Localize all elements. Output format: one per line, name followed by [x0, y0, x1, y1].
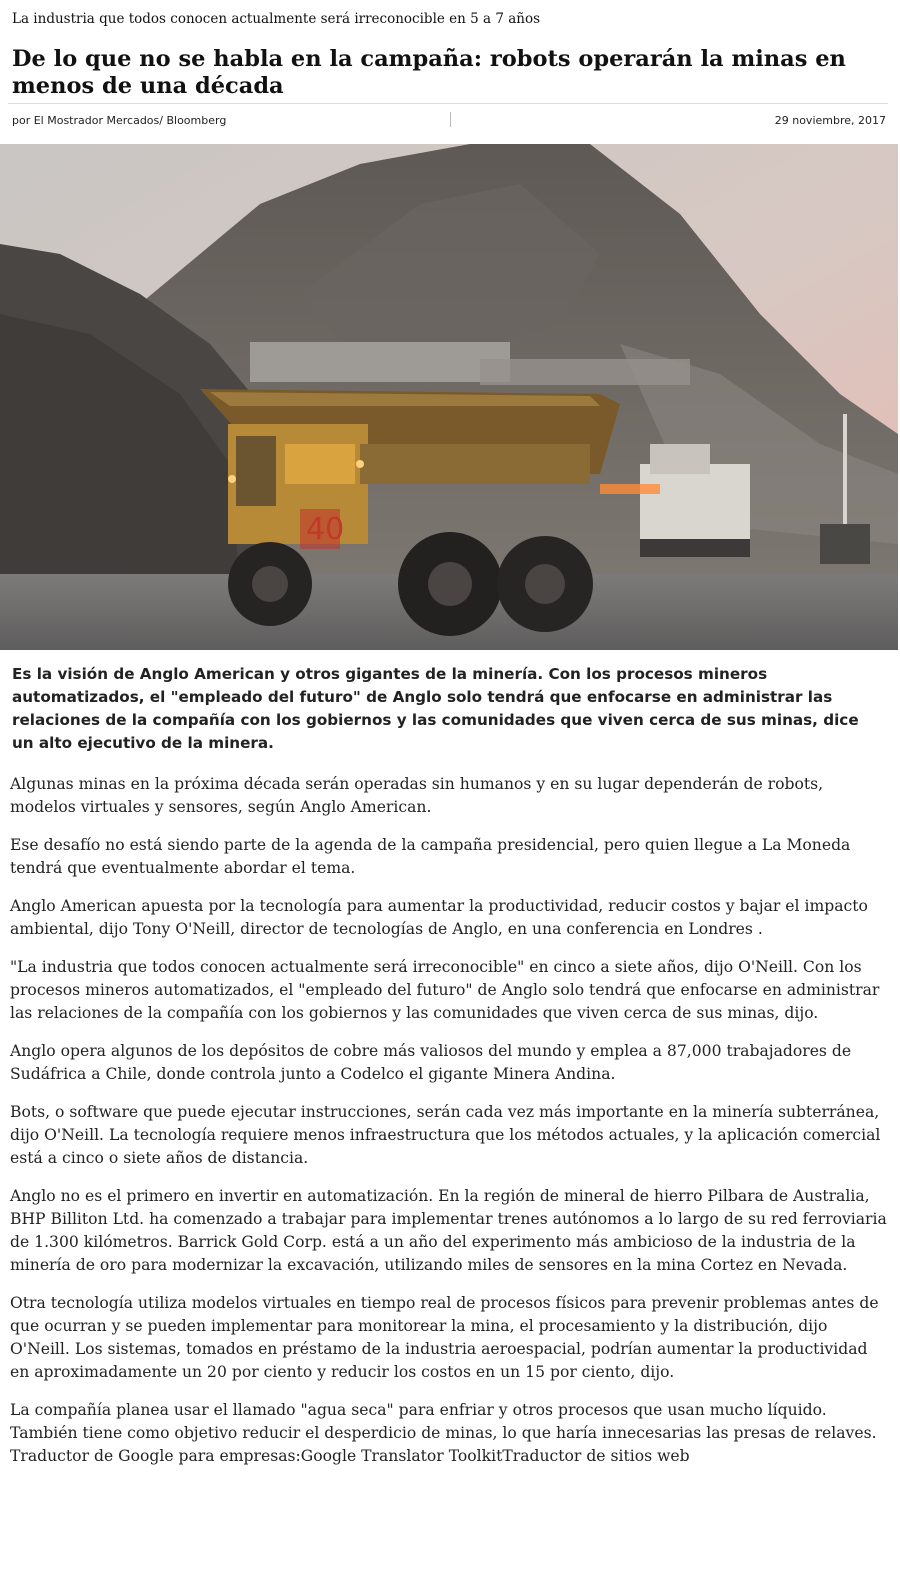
article-paragraph: Algunas minas en la próxima década serán operadas sin humanos y en su lugar dependerán de robots, modelos virtuales y sensores, según Anglo American. [10, 775, 824, 816]
article-lead: Es la visión de Anglo American y otros gigantes de la minería. Con los procesos mineros automatizados, el "empleado del futuro" de Anglo solo tendrá que enfocarse en administrar las relaciones de la compañía con los gobiernos y las comunidades que viven cerca de sus minas, dice un alto ejecutivo de la minera. [12, 665, 859, 752]
byline-divider [450, 112, 451, 127]
article-paragraph: Bots, o software que puede ejecutar instrucciones, serán cada vez más importante en la minería subterránea, dijo O'Neill. La tecnología requiere menos infraestructura que los métodos actuales, y la aplicación comercial está a cinco o siete años de distancia. [10, 1103, 881, 1167]
article-kicker: La industria que todos conocen actualmente será irreconocible en 5 a 7 años [12, 11, 541, 27]
article-paragraph: Anglo American apuesta por la tecnología para aumentar la productividad, reducir costos y bajar el impacto ambiental, dijo Tony O'Neill, director de tecnologías de Anglo, en una conferencia en Londres . [10, 897, 868, 938]
article-date: 29 noviembre, 2017 [774, 114, 886, 127]
article-paragraph: Ese desafío no está siendo parte de la agenda de la campaña presidencial, pero quien llegue a La Moneda tendrá que eventualmente abordar el tema. [10, 836, 851, 877]
article-paragraph: Anglo opera algunos de los depósitos de cobre más valiosos del mundo y emplea a 87,000 trabajadores de Sudáfrica a Chile, donde controla junto a Codelco el gigante Minera Andina. [10, 1042, 852, 1083]
article-headline[interactable]: De lo que no se habla en la campaña: robots operarán la minas en menos de una década [12, 46, 846, 99]
translator-footer-link[interactable]: Traductor de Google para empresas:Google Translator ToolkitTraductor de sitios web [10, 1447, 690, 1465]
bench-wall [250, 342, 510, 382]
article-body [10, 773, 888, 1468]
article-paragraph: Otra tecnología utiliza modelos virtuales en tiempo real de procesos físicos para prevenir problemas antes de que ocurran y se pueden implementar para monitorear la mina, el procesamiento y la distribución, dijo O'Neill. Los sistemas, tomados en préstamo de la industria aeroespacial, podrían aumentar la productividad en aproximadamente un 20 por ciento y reducir los costos en un 15 por ciento, dijo. [10, 1294, 879, 1381]
article-paragraph: "La industria que todos conocen actualmente será irreconocible" en cinco a siete años, dijo O'Neill. Con los procesos mineros automatizados, el "empleado del futuro" de Anglo solo tendrá que enfocarse en administrar las relaciones de la compañía con los gobiernos y las comunidades que viven cerca de sus minas, dijo. [10, 958, 880, 1022]
article-photo [0, 144, 898, 650]
truck-number: 40 [306, 512, 345, 547]
article-author[interactable]: por El Mostrador Mercados/ Bloomberg [12, 114, 227, 127]
article-paragraph: Anglo no es el primero en invertir en automatización. En la región de mineral de hierro Pilbara de Australia, BHP Billiton Ltd. ha comenzado a trabajar para implementar trenes autónomos a lo largo de su red ferroviaria de 1.300 kilómetros. Barrick Gold Corp. está a un año del experimento más ambicioso de la industria de la minería de oro para modernizar la excavación, utilizando miles de sensores en la mina Cortez en Nevada. [10, 1187, 887, 1274]
byline-bar [8, 103, 888, 134]
article-paragraph: La compañía planea usar el llamado "agua seca" para enfriar y otros procesos que usan mucho líquido. También tiene como objetivo reducir el desperdicio de minas, lo que haría innecesarias las presas de relaves. [10, 1401, 877, 1442]
